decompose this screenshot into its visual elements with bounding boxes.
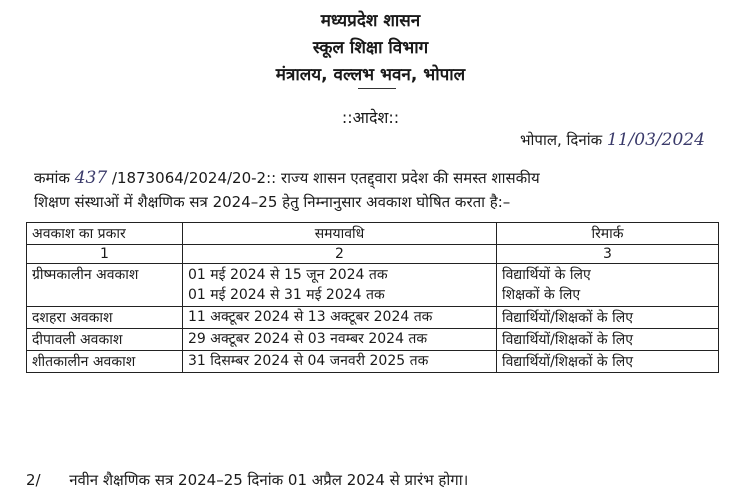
order-body-line-2: शिक्षण संस्थाओं में शैक्षणिक सत्र 2024–25 हेतु निम्नानुसार अवकाश घोषित करता है:– — [34, 193, 511, 211]
col-number-3: 3 — [497, 245, 719, 264]
leave-remark: विद्यार्थियों/शिक्षकों के लिए — [497, 351, 719, 373]
table-number-row — [27, 245, 719, 264]
leave-remark: विद्यार्थियों/शिक्षकों के लिए — [497, 329, 719, 351]
leave-period: 11 अक्टूबर 2024 से 13 अक्टूबर 2024 तक — [183, 307, 497, 329]
remark-students: विद्यार्थियों के लिए — [502, 267, 591, 283]
order-reference: /1873064/2024/20-2:: राज्य शासन एतद्द्वारा प्रदेश की समस्त शासकीय — [111, 169, 540, 187]
holiday-table — [26, 222, 719, 373]
leave-period: 31 दिसम्बर 2024 से 04 जनवरी 2025 तक — [183, 351, 497, 373]
leave-type: दशहरा अवकाश — [27, 307, 183, 329]
period-teachers: 01 मई 2024 से 31 मई 2024 तक — [188, 287, 385, 303]
table-row — [27, 264, 719, 307]
header-line-1: मध्यप्रदेश शासन — [320, 11, 421, 31]
table-row — [27, 307, 719, 329]
header-rule — [358, 88, 396, 89]
footer-text: नवीन शैक्षणिक सत्र 2024–25 दिनांक 01 अप्रैल 2024 से प्रारंभ होगा। — [69, 471, 469, 489]
remark-teachers: शिक्षकों के लिए — [502, 287, 581, 303]
order-prefix: कमांक — [34, 169, 70, 187]
order-title: ::आदेश:: — [341, 108, 400, 127]
leave-type: ग्रीष्मकालीन अवकाश — [27, 264, 183, 307]
header-line-3: मंत्रालय, वल्लभ भवन, भोपाल — [275, 65, 466, 85]
period-students: 01 मई 2024 से 15 जून 2024 तक — [188, 267, 388, 283]
header-line-2: स्कूल शिक्षा विभाग — [312, 38, 429, 58]
header-remark: रिमार्क — [497, 223, 719, 245]
leave-period: 29 अक्टूबर 2024 से 03 नवम्बर 2024 तक — [183, 329, 497, 351]
footer-line — [26, 470, 468, 490]
leave-type: शीतकालीन अवकाश — [27, 351, 183, 373]
footer-number: 2/ — [26, 471, 41, 489]
handwritten-date: 11/03/2024 — [606, 130, 705, 150]
order-reference-line — [34, 168, 540, 188]
leave-type: दीपावली अवकाश — [27, 329, 183, 351]
table-header-row — [27, 223, 719, 245]
table-row — [27, 351, 719, 373]
leave-remark — [497, 264, 719, 307]
place-label: भोपाल, दिनांक — [520, 131, 603, 149]
place-date — [520, 130, 705, 150]
col-number-1: 1 — [27, 245, 183, 264]
leave-remark: विद्यार्थियों/शिक्षकों के लिए — [497, 307, 719, 329]
table-row — [27, 329, 719, 351]
leave-period — [183, 264, 497, 307]
header-period: समयावधि — [183, 223, 497, 245]
handwritten-order-number: 437 — [74, 168, 108, 188]
header-type: अवकाश का प्रकार — [27, 223, 183, 245]
col-number-2: 2 — [183, 245, 497, 264]
